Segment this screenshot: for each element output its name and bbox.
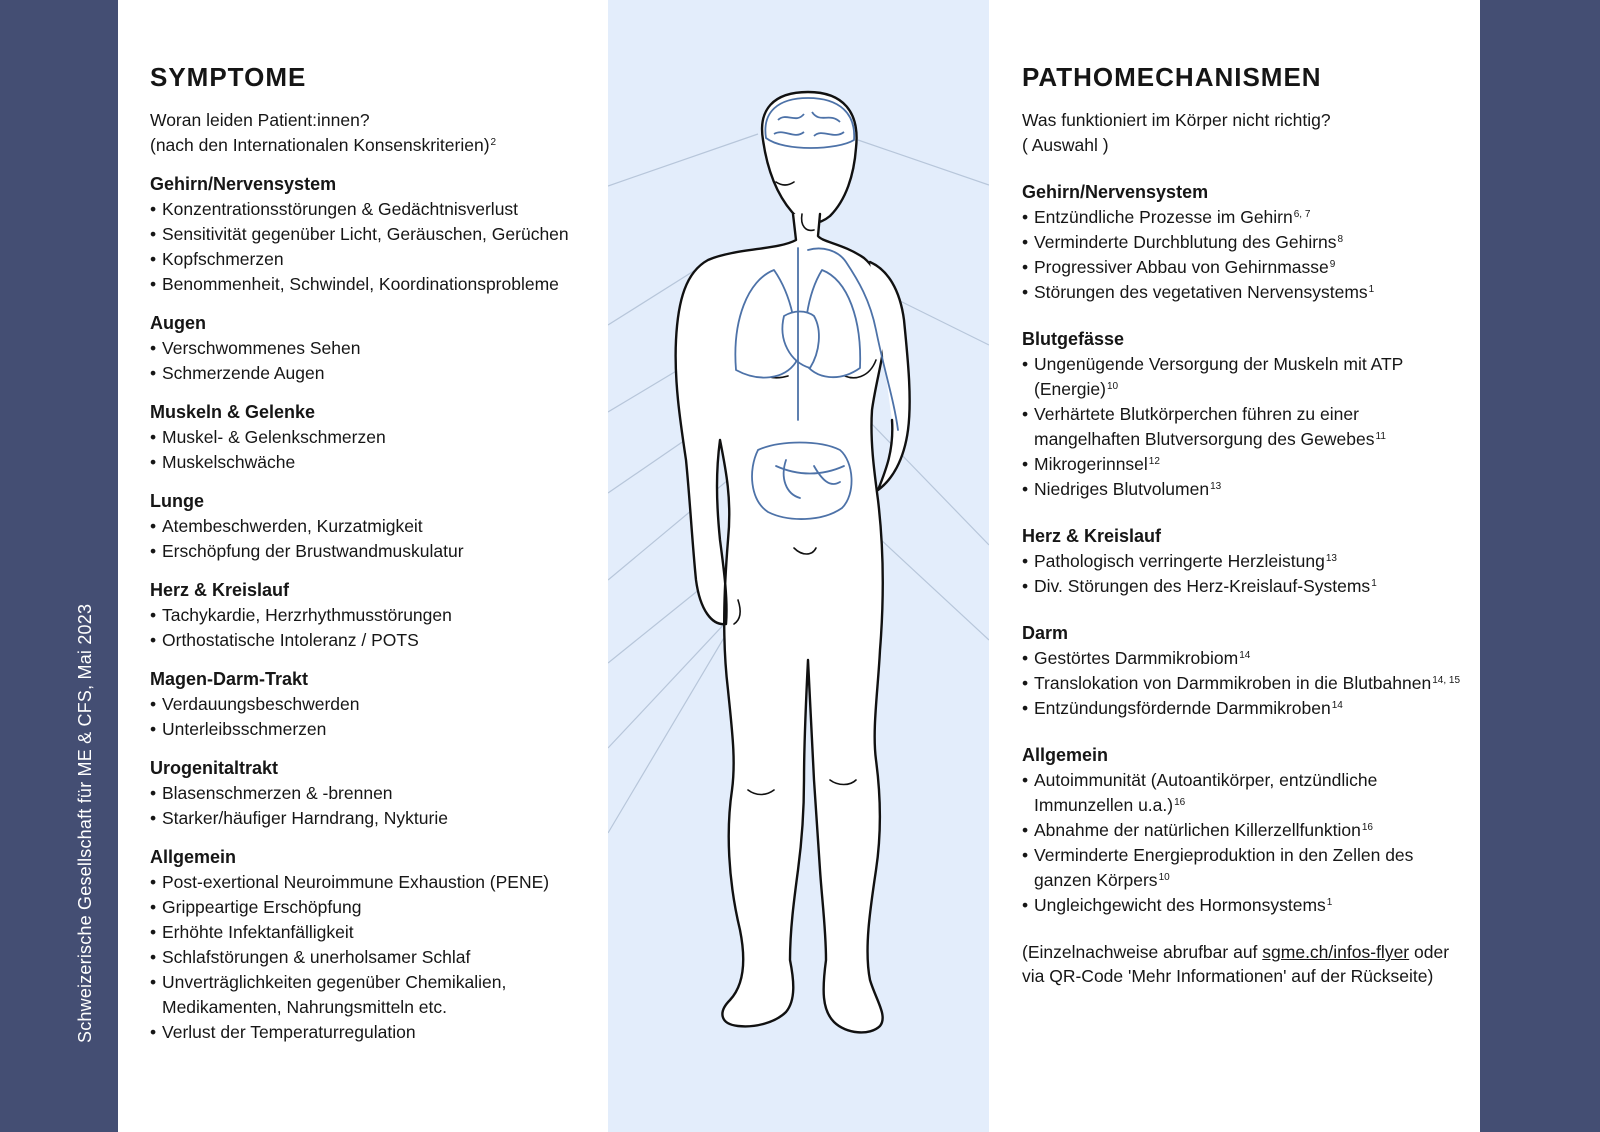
list-item — [1022, 230, 1462, 255]
symptoms-intro-ref: 2 — [490, 137, 497, 148]
reference-number: 1 — [1371, 578, 1377, 589]
list-item — [1022, 671, 1462, 696]
list-item — [150, 692, 600, 717]
list-item — [150, 222, 600, 247]
list-item-text: Autoimmunität (Autoantikörper, entzündliche Immunzellen u.a.) — [1034, 770, 1378, 815]
pathomechanisms-title: PATHOMECHANISMEN — [1022, 62, 1322, 92]
group-title: Allgemein — [150, 847, 237, 867]
list-item — [1022, 893, 1462, 918]
right-group-allgemein — [1022, 743, 1462, 918]
symptoms-intro-line2: (nach den Internationalen Konsenskriterien) — [150, 135, 490, 155]
list-item — [150, 970, 600, 1020]
list-item — [1022, 549, 1462, 574]
bullet-list — [1022, 768, 1462, 918]
reference-number: 10 — [1106, 381, 1119, 392]
bullet-list — [150, 781, 600, 831]
symptom-groups — [150, 172, 600, 1045]
list-item-text: Ungenügende Versorgung der Muskeln mit ATP (Energie) — [1034, 354, 1404, 399]
list-item-text: Kopfschmerzen — [162, 249, 284, 269]
list-item-text: Muskel- & Gelenkschmerzen — [162, 427, 386, 447]
publisher-caption: Schweizerische Gesellschaft für ME & CFS, Mai 2023 — [75, 603, 95, 1043]
reference-number: 11 — [1375, 431, 1386, 442]
footnote-text-pre: (Einzelnachweise abrufbar auf — [1022, 942, 1263, 962]
list-item-text: Sensitivität gegenüber Licht, Geräuschen, Gerüchen — [162, 224, 569, 244]
left-group-gehirn-nervensystem — [150, 172, 600, 297]
intestines — [752, 443, 852, 520]
bullet-list — [1022, 205, 1462, 305]
list-item — [1022, 477, 1462, 502]
reference-number: 14 — [1331, 700, 1343, 711]
list-item — [1022, 452, 1462, 477]
bullet-list — [150, 336, 600, 386]
reference-number: 16 — [1174, 797, 1186, 808]
list-item — [1022, 205, 1462, 230]
list-item — [150, 514, 600, 539]
sources-link[interactable]: sgme.ch/infos-flyer — [1262, 942, 1410, 962]
group-title: Augen — [150, 313, 206, 333]
reference-number: 1 — [1326, 897, 1333, 908]
list-item — [1022, 352, 1462, 402]
list-item — [150, 425, 600, 450]
reference-number: 9 — [1329, 259, 1336, 270]
list-item — [150, 628, 600, 653]
bullet-list — [1022, 646, 1462, 721]
human-body-illustration — [608, 0, 989, 1132]
reference-number: 1 — [1368, 284, 1375, 295]
list-item-text: Grippeartige Erschöpfung — [162, 897, 362, 917]
pathomechanisms-intro-line2: ( Auswahl ) — [1022, 135, 1109, 155]
list-item-text: Pathologisch verringerte Herzleistung — [1034, 551, 1325, 571]
sources-footnote — [1022, 940, 1462, 988]
group-title: Blutgefässe — [1022, 329, 1125, 349]
list-item — [150, 539, 600, 564]
reference-number: 16 — [1361, 822, 1373, 833]
group-title: Allgemein — [1022, 745, 1109, 765]
list-item-text: Verschwommenes Sehen — [162, 338, 361, 358]
left-group-muskeln-gelenke — [150, 400, 600, 475]
list-item — [150, 870, 600, 895]
list-item-text: Verdauungsbeschwerden — [162, 694, 360, 714]
list-item-text: Entzündliche Prozesse im Gehirn — [1034, 207, 1293, 227]
list-item — [150, 1020, 600, 1045]
list-item — [150, 920, 600, 945]
list-item — [1022, 255, 1462, 280]
bullet-list — [1022, 352, 1462, 502]
left-group-urogenitaltrakt — [150, 756, 600, 831]
list-item — [150, 247, 600, 272]
reference-number: 14 — [1239, 650, 1251, 661]
reference-number: 14, 15 — [1432, 675, 1461, 686]
list-item-text: Mikrogerinnsel — [1034, 454, 1148, 474]
reference-number: 13 — [1210, 481, 1222, 492]
group-title: Lunge — [150, 491, 204, 511]
group-title: Gehirn/Nervensystem — [150, 174, 337, 194]
left-group-magen-darm-trakt — [150, 667, 600, 742]
group-title: Herz & Kreislauf — [150, 580, 290, 600]
group-title: Darm — [1022, 623, 1069, 643]
right-group-herz-kreislauf — [1022, 524, 1462, 599]
right-group-darm — [1022, 621, 1462, 721]
list-item-text: Konzentrationsstörungen & Gedächtnisverlust — [162, 199, 519, 219]
list-item-text: Div. Störungen des Herz-Kreislauf-Systems — [1034, 576, 1371, 596]
symptoms-intro — [150, 108, 600, 158]
list-item-text: Progressiver Abbau von Gehirnmasse — [1034, 257, 1329, 277]
list-item — [150, 603, 600, 628]
list-item-text: Verminderte Durchblutung des Gehirns — [1034, 232, 1337, 252]
list-item — [1022, 843, 1462, 893]
list-item — [150, 272, 600, 297]
list-item — [1022, 574, 1462, 599]
group-title: Urogenitaltrakt — [150, 758, 279, 778]
reference-number: 13 — [1325, 553, 1337, 564]
left-group-augen — [150, 311, 600, 386]
list-item-text: Störungen des vegetativen Nervensystems — [1034, 282, 1368, 302]
body-outline — [676, 92, 910, 1032]
list-item — [150, 197, 600, 222]
right-color-band — [1480, 0, 1600, 1132]
symptoms-intro-line1: Woran leiden Patient:innen? — [150, 110, 370, 130]
pathomechanisms-intro-line1: Was funktioniert im Körper nicht richtig? — [1022, 110, 1331, 130]
bullet-list — [150, 692, 600, 742]
list-item — [150, 450, 600, 475]
bullet-list — [150, 603, 600, 653]
reference-number: 10 — [1158, 872, 1170, 883]
list-item-text: Schlafstörungen & unerholsamer Schlaf — [162, 947, 471, 967]
list-item-text: Benommenheit, Schwindel, Koordinationsprobleme — [162, 274, 559, 294]
list-item-text: Verminderte Energieproduktion in den Zellen des ganzen Körpers — [1034, 845, 1414, 890]
list-item-text: Orthostatische Intoleranz / POTS — [162, 630, 419, 650]
reference-number: 12 — [1148, 456, 1160, 467]
list-item — [1022, 768, 1462, 818]
reference-number: 6, 7 — [1293, 209, 1311, 220]
group-title: Gehirn/Nervensystem — [1022, 182, 1209, 202]
list-item-text: Erhöhte Infektanfälligkeit — [162, 922, 354, 942]
list-item-text: Ungleichgewicht des Hormonsystems — [1034, 895, 1326, 915]
left-group-herz-kreislauf — [150, 578, 600, 653]
list-item — [150, 781, 600, 806]
list-item — [1022, 696, 1462, 721]
bullet-list — [1022, 549, 1462, 599]
pathomechanism-groups — [1022, 180, 1462, 918]
bullet-list — [150, 870, 600, 1045]
list-item-text: Post-exertional Neuroimmune Exhaustion (PENE) — [162, 872, 550, 892]
list-item — [1022, 402, 1462, 452]
bullet-list — [150, 514, 600, 564]
list-item — [150, 361, 600, 386]
pathomechanisms-intro — [1022, 108, 1462, 158]
group-title: Muskeln & Gelenke — [150, 402, 316, 422]
list-item-text: Starker/häufiger Harndrang, Nykturie — [162, 808, 448, 828]
list-item — [1022, 280, 1462, 305]
list-item-text: Translokation von Darmmikroben in die Blutbahnen — [1034, 673, 1432, 693]
list-item — [150, 717, 600, 742]
list-item-text: Verhärtete Blutkörperchen führen zu einer mangelhaften Blutversorgung des Gewebes — [1034, 404, 1375, 449]
list-item-text: Entzündungsfördernde Darmmikroben — [1034, 698, 1331, 718]
left-color-band — [0, 0, 118, 1132]
list-item-text: Unterleibsschmerzen — [162, 719, 327, 739]
group-title: Magen-Darm-Trakt — [150, 669, 309, 689]
pathomechanisms-column — [1022, 62, 1462, 988]
right-group-gehirn-nervensystem — [1022, 180, 1462, 305]
list-item — [150, 336, 600, 361]
list-item-text: Blasenschmerzen & -brennen — [162, 783, 393, 803]
list-item-text: Schmerzende Augen — [162, 363, 325, 383]
list-item — [150, 945, 600, 970]
list-item-text: Gestörtes Darmmikrobiom — [1034, 648, 1239, 668]
list-item — [1022, 646, 1462, 671]
reference-number: 8 — [1337, 234, 1344, 245]
list-item-text: Verlust der Temperaturregulation — [162, 1022, 416, 1042]
symptoms-title: SYMPTOME — [150, 62, 307, 92]
bullet-list — [150, 425, 600, 475]
left-group-allgemein — [150, 845, 600, 1045]
bullet-list — [150, 197, 600, 297]
list-item-text: Tachykardie, Herzrhythmusstörungen — [162, 605, 452, 625]
list-item-text: Abnahme der natürlichen Killerzellfunktion — [1034, 820, 1361, 840]
group-title: Herz & Kreislauf — [1022, 526, 1162, 546]
list-item-text: Niedriges Blutvolumen — [1034, 479, 1210, 499]
footnote-text-post: oder via QR-Code 'Mehr Informationen' auf der Rückseite) — [1022, 942, 1450, 986]
list-item-text: Muskelschwäche — [162, 452, 296, 472]
list-item-text: Erschöpfung der Brustwandmuskulatur — [162, 541, 464, 561]
list-item — [150, 895, 600, 920]
list-item-text: Unverträglichkeiten gegenüber Chemikalien, Medikamenten, Nahrungsmitteln etc. — [162, 972, 507, 1017]
list-item-text: Atembeschwerden, Kurzatmigkeit — [162, 516, 423, 536]
list-item — [1022, 818, 1462, 843]
right-group-blutgef-sse — [1022, 327, 1462, 502]
symptoms-column — [150, 62, 600, 1059]
list-item — [150, 806, 600, 831]
left-group-lunge — [150, 489, 600, 564]
